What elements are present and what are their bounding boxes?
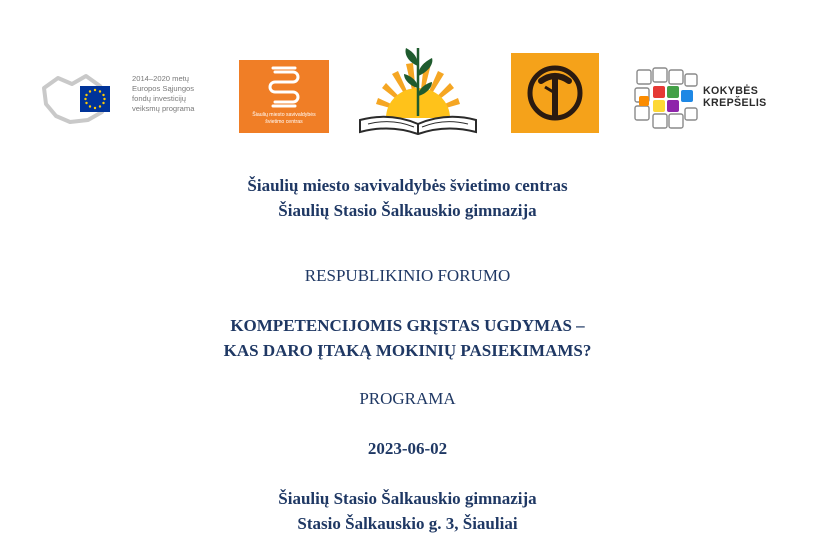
eu-funds-line: fondų investicijų bbox=[132, 94, 187, 103]
event-type: RESPUBLIKINIO FORUMO bbox=[304, 266, 511, 285]
eu-funds-line: 2014–2020 metų bbox=[132, 74, 190, 83]
sun-book-logo bbox=[356, 44, 480, 136]
event-date: 2023-06-02 bbox=[367, 439, 448, 458]
eu-funds-logo bbox=[38, 68, 213, 132]
eu-funds-logo-icon bbox=[38, 68, 130, 132]
education-center-caption-line: Šiaulių miesto savivaldybės bbox=[252, 112, 316, 118]
tree-logo bbox=[511, 53, 599, 133]
venue-address: Stasio Šalkauskio g. 3, Šiauliai bbox=[297, 514, 518, 533]
puzzle-logo-icon bbox=[633, 66, 701, 130]
eu-funds-line: Europos Sąjungos bbox=[132, 84, 195, 93]
forum-title-line-1: KOMPETENCIJOMIS GRĮSTAS UGDYMAS – bbox=[230, 316, 585, 335]
organizer-line-1: Šiaulių miesto savivaldybės švietimo centras bbox=[247, 176, 568, 195]
venue-name: Šiaulių Stasio Šalkauskio gimnazija bbox=[278, 489, 537, 508]
forum-title-line-2: KAS DARO ĮTAKĄ MOKINIŲ PASIEKIMAMS? bbox=[223, 341, 592, 360]
eu-funds-caption bbox=[132, 74, 216, 114]
quality-basket-line: KOKYBĖS bbox=[703, 85, 759, 97]
quality-basket-logo bbox=[633, 66, 783, 130]
eu-funds-line: veiksmų programa bbox=[132, 104, 195, 113]
sun-book-logo-icon bbox=[356, 44, 480, 136]
logo-strip bbox=[0, 0, 815, 150]
organizer-line-2: Šiaulių Stasio Šalkauskio gimnazija bbox=[278, 201, 537, 220]
education-center-logo bbox=[239, 60, 329, 133]
education-center-caption bbox=[242, 112, 326, 125]
education-center-caption-line: švietimo centras bbox=[265, 118, 303, 125]
education-center-logo-icon bbox=[239, 60, 329, 112]
program-label: PROGRAMA bbox=[359, 389, 456, 408]
quality-basket-caption bbox=[703, 85, 767, 109]
quality-basket-line: KREPŠELIS bbox=[703, 97, 767, 109]
tree-logo-icon bbox=[511, 53, 599, 133]
